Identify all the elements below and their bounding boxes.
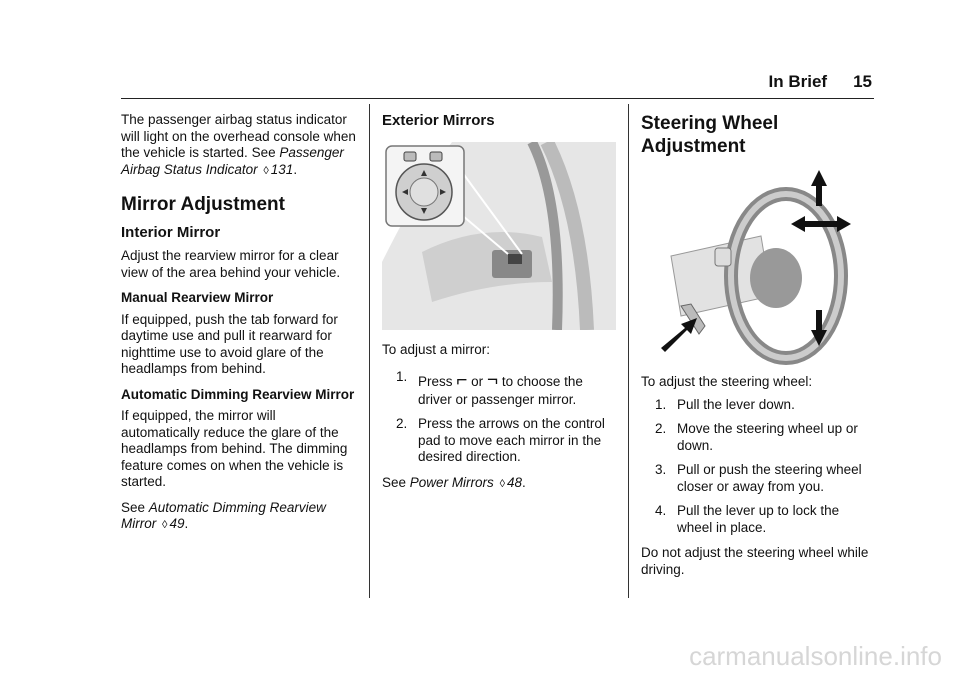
power-mirrors-see: See Power Mirrors ◊ 48. — [382, 474, 526, 490]
header-rule — [121, 98, 874, 99]
mirror-switch-drawing — [382, 142, 616, 330]
step-number: 1. — [396, 368, 408, 384]
airbag-reference-link[interactable]: Passenger Airbag Status Indicator — [121, 145, 344, 177]
mirror-steps — [382, 369, 618, 466]
step-number: 1. — [655, 396, 667, 412]
step-text: Move the steering wheel up or down. — [677, 421, 858, 453]
interior-mirror-text: Adjust the rearview mirror for a clear view of the area behind your vehicle. — [121, 248, 341, 280]
step-number: 4. — [655, 503, 667, 518]
list-item — [641, 421, 877, 454]
page-ref-icon: ◊ — [162, 519, 168, 531]
step-text: Press the arrows on the control pad to move each mirror in the desired direction. — [418, 416, 605, 464]
airbag-ref-page[interactable]: 131 — [270, 161, 294, 177]
power-mirrors-ref-page[interactable]: 48 — [507, 474, 523, 490]
list-item — [641, 397, 877, 414]
airbag-paragraph: The passenger airbag status indicator will light on the overhead console when the vehicle is started. See Passenger Airbag Status Indicator ◊ 131. — [121, 112, 356, 177]
manual-mirror-text: If equipped, push the tab forward for daytime use and pull it rearward for nighttime use to avoid glare of the headlamps from behind. — [121, 311, 338, 376]
see-label: See — [251, 145, 276, 160]
auto-dimming-heading: Automatic Dimming Rearview Mirror — [121, 386, 355, 402]
list-item — [382, 416, 618, 466]
step-number: 3. — [655, 462, 667, 477]
left-mirror-icon: ⌐ — [456, 369, 468, 391]
see-label: See — [121, 499, 146, 515]
list-item — [382, 369, 618, 409]
watermark: carmanualsonline.info — [689, 641, 942, 671]
steering-intro: To adjust the steering wheel: — [641, 374, 813, 389]
page-ref-icon: ◊ — [263, 164, 269, 177]
auto-dimming-ref-page[interactable]: 49 — [169, 516, 185, 531]
steering-warning: Do not adjust the steering wheel while driving. — [641, 545, 869, 577]
auto-dimming-reference-link[interactable]: Automatic Dimming Rearview Mirror — [121, 499, 326, 531]
right-mirror-icon: ¬ — [486, 369, 499, 391]
page-number: 15 — [853, 72, 872, 91]
column-divider-2 — [628, 104, 629, 598]
list-item — [641, 503, 877, 536]
heading-line: Steering Wheel — [641, 113, 779, 134]
step-number: 2. — [396, 416, 408, 431]
list-item — [641, 462, 877, 495]
step-text: or — [471, 373, 484, 389]
column-right — [641, 112, 877, 587]
mirror-adjustment-heading: Mirror Adjustment — [121, 194, 285, 215]
step-text: Pull the lever up to lock the wheel in place. — [677, 503, 840, 535]
power-mirrors-reference-link[interactable]: Power Mirrors — [409, 474, 494, 490]
steering-heading — [641, 112, 877, 158]
column-divider-1 — [369, 104, 370, 598]
step-number: 2. — [655, 421, 667, 436]
mirror-intro: To adjust a mirror: — [382, 342, 491, 357]
see-label: See — [382, 474, 407, 490]
column-left — [121, 112, 357, 543]
steering-wheel-illustration — [641, 166, 871, 366]
step-text: to choose the driver or passenger mirror. — [418, 373, 583, 407]
auto-dimming-see: See Automatic Dimming Rearview Mirror ◊ 49. — [121, 499, 326, 531]
column-middle — [382, 112, 618, 501]
step-text: Press — [418, 373, 453, 389]
manual-mirror-heading: Manual Rearview Mirror — [121, 290, 274, 305]
steering-wheel-drawing — [641, 166, 871, 366]
airbag-text: The passenger airbag status indicator will light on the overhead console when the vehicle is started. — [121, 112, 356, 160]
page-header — [769, 72, 872, 92]
step-text: Pull the lever down. — [677, 396, 795, 412]
section-title: In Brief — [768, 72, 828, 91]
mirror-switch-illustration — [382, 142, 616, 330]
heading-line: Adjustment — [641, 136, 746, 157]
auto-dimming-text: If equipped, the mirror will automatically reduce the glare of the headlamps from behind. The dimming feature comes on when the vehicle is started. — [121, 408, 348, 489]
interior-mirror-heading: Interior Mirror — [121, 224, 221, 241]
page-ref-icon: ◊ — [499, 477, 506, 490]
step-text: Pull or push the steering wheel closer or away from you. — [677, 462, 862, 494]
exterior-mirrors-heading: Exterior Mirrors — [382, 112, 495, 129]
steering-steps — [641, 397, 877, 537]
